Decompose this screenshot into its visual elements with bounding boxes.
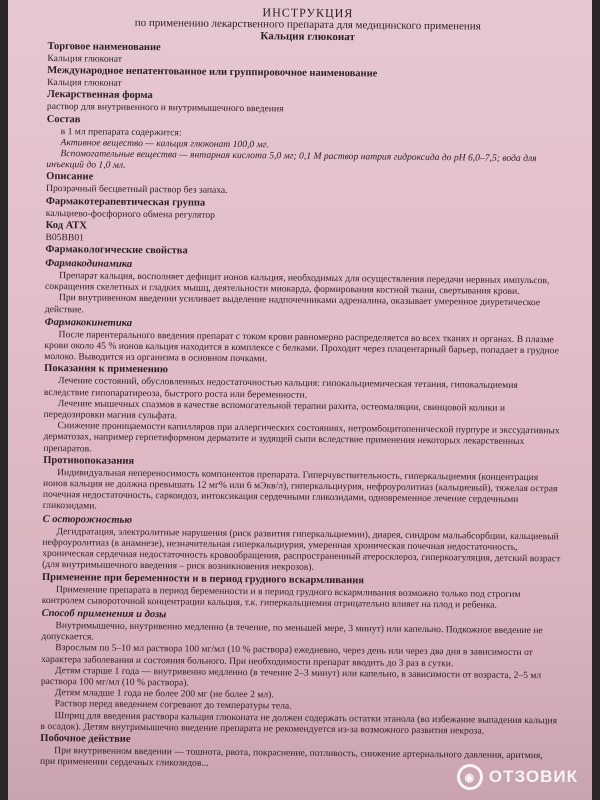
pregnancy-heading: Применение при беременности и в период грудного вскармливания <box>41 571 365 586</box>
composition-intro: в 1 мл препарата содержится: <box>60 125 182 139</box>
pregnancy-text: Применение препарата в период беременности и в период грудного вскармливания возможно только под строгим контролем сывороточной концентрации кальция, т.к. гиперкальциемия отрицательно влияет на плод и ребенка. <box>41 583 521 611</box>
trade-name-heading: Торговое наименование <box>47 40 161 54</box>
caution-text: Дегидратация, электролитные нарушения (риск развития гиперкальциемии), диарея, синдром мальабсорбции, кальциевый нефроуролитиаз (в анамнезе), незначительная гиперкальциурия, умеренная хроническая почечная недостаточность, хроническая сердечная недостаточность кровообращения, распространенный атеросклероз, гиперкоагуляция, детский возраст (для внутримышечного введения – риск возникновения некрозов). <box>42 525 561 574</box>
trade-name: Кальция глюконат <box>47 52 123 65</box>
pharmdyn-heading: Фармакодинамика <box>45 258 133 270</box>
watermark-text: ОТЗОВИК <box>488 767 578 786</box>
description: Прозрачный бесцветный раствор без запаха. <box>46 183 228 197</box>
composition-active: Активное вещество — кальция глюконат 100,0 мг. <box>60 136 269 151</box>
document-subtitle: по применению лекарственного препарата для медицинского применения <box>134 16 481 33</box>
indications-text-3: Снижение проницаемости капилляров при аллергических состояниях, нетромбоцитопенической пурпуре и экссудативных дерматозах, например герпетиформном дерматите и зудящей сыпи вследствие применения некоторых лекарственных препаратов. <box>43 420 560 455</box>
background-left <box>0 0 8 800</box>
document-content <box>40 4 568 773</box>
otzovik-logo-icon: ◉ <box>457 764 483 790</box>
form: раствор для внутривенного и внутримышечного введения <box>46 101 284 115</box>
instruction-sheet <box>8 0 592 800</box>
pharmdyn-text-2: При внутривенном введении усиливает выделение надпочечниками адреналина, оказывает умеренное диуретическое действие. <box>44 292 541 316</box>
indications-heading: Показания к применению <box>44 363 168 376</box>
pharmgroup-heading: Фармакотерапевтическая группа <box>45 195 206 209</box>
dosage-text-4: Детям младше 1 года не более 200 мг (не более 2 мл). <box>54 687 274 701</box>
pharmkin-heading: Фармакокинетика <box>44 316 133 329</box>
drug-name-header: Кальция глюконат <box>260 30 355 44</box>
side-effects-heading: Побочное действие <box>40 732 131 745</box>
atc-heading: Код АТХ <box>45 219 87 232</box>
pharmdyn-text-1: Препарат кальция, восполняет дефицит ионов кальция, необходимых для осуществления передачи нервных импульсов, сокращения скелетных и гладких мышц, деятельности миокарда, формирования костной ткани, свертывания крови. <box>44 270 550 298</box>
description-heading: Описание <box>46 171 94 183</box>
form-heading: Лекарственная форма <box>46 89 153 102</box>
side-effects-text: При внутривенном введении — тошнота, рвота, покраснение, потливость, снижение артериального давления, аритмия, при применении сердечных гликозидов... <box>40 745 543 769</box>
atc-code: B05BB01 <box>45 231 85 244</box>
dosage-text-6: Шприц для введения раствора кальция глюконата не должен содержать остатки этанола (во избежание выпадения кальция в осадок). Детям внутримышечно введение препарата не рекомендуется из-за возможного развития некроза. <box>40 709 558 737</box>
pharmgroup: кальциево-фосфорного обмена регулятор <box>45 207 216 221</box>
caution-heading: С осторожностью <box>42 513 133 526</box>
inn: Кальция глюконат <box>47 77 122 89</box>
contraindications-heading: Противопоказания <box>43 454 135 467</box>
dosage-text-2: Взрослым по 5–10 мл раствора 100 мг/мл (10 % раствора) ежедневно, через день или через два дня в зависимости от характера заболевания и состояния больного. При необходимости препарат вводить до 3 раз в сутки. <box>41 642 533 669</box>
document-header <box>48 4 568 45</box>
pharmprops-heading: Фармакологические свойства <box>45 244 188 257</box>
dosage-text-1: Внутримышечно, внутривенно медленно (в течение, по меньшей мере, 3 минут) или капельно. Подкожное введение не допускается. <box>41 620 543 643</box>
dosage-text-3: Детям старше 1 года — внутривенно медленно (в течение 2–3 минут) или капельно, в зависимости от возраста, 2–5 мл раствора 100 мг/мл (10 % раствора). <box>40 664 542 689</box>
pharmkin-text: После парентерального введения препарат с током крови равномерно распределяется во всех тканях и органах. В плазме крови около 45 % ионов кальция находится в комплексе с белками. Проходит через плацентарный барьер, попадает в грудное молоко. Выводится из организма в основном почками. <box>44 328 559 365</box>
background-right <box>592 0 600 800</box>
contraindications-text: Индивидуальная непереносимость компонентов препарата. Гиперчувствительность, гиперкальциемия (концентрация ионов кальция не должна превышать 12 мг% или 6 мЭкв/л), гиперкальциурия, нефроуролитиаз (кальциевый), тяжелая острая почечная недостаточность, саркоидоз, интоксикация сердечными гликозидами, одновременное лечение сердечными гликозидами. <box>42 466 558 513</box>
indications-text-2: Лечение мышечных спазмов в качестве вспомогательной терапии рахита, остеомаляции, свинцовой колики и передозировки магния сульфата. <box>43 397 506 422</box>
otzovik-watermark <box>457 764 578 790</box>
composition-heading: Состав <box>46 113 81 125</box>
inn-heading: Международное непатентованное или группировочное наименование <box>47 65 378 80</box>
dosage-text-5: Раствор перед введением согревают до температуры тела. <box>54 698 292 712</box>
indications-text-1: Лечение состояний, обусловленных недостаточностью кальция: гипокальциемическая тетания, гипокальциемия вследствие гипопаратиреоза, быстрого роста или беременности. <box>43 375 518 401</box>
composition-excipients: Вспомогательные вещества — янтарная кислота 5,0 мг; 0,1 М раствор натрия гидроксида до pH 6,0–7,5; вода для инъекций до 1,0 мл. <box>46 148 537 172</box>
dosage-heading: Способ применения и дозы <box>41 607 167 621</box>
document-title: ИНСТРУКЦИЯ <box>262 5 354 21</box>
